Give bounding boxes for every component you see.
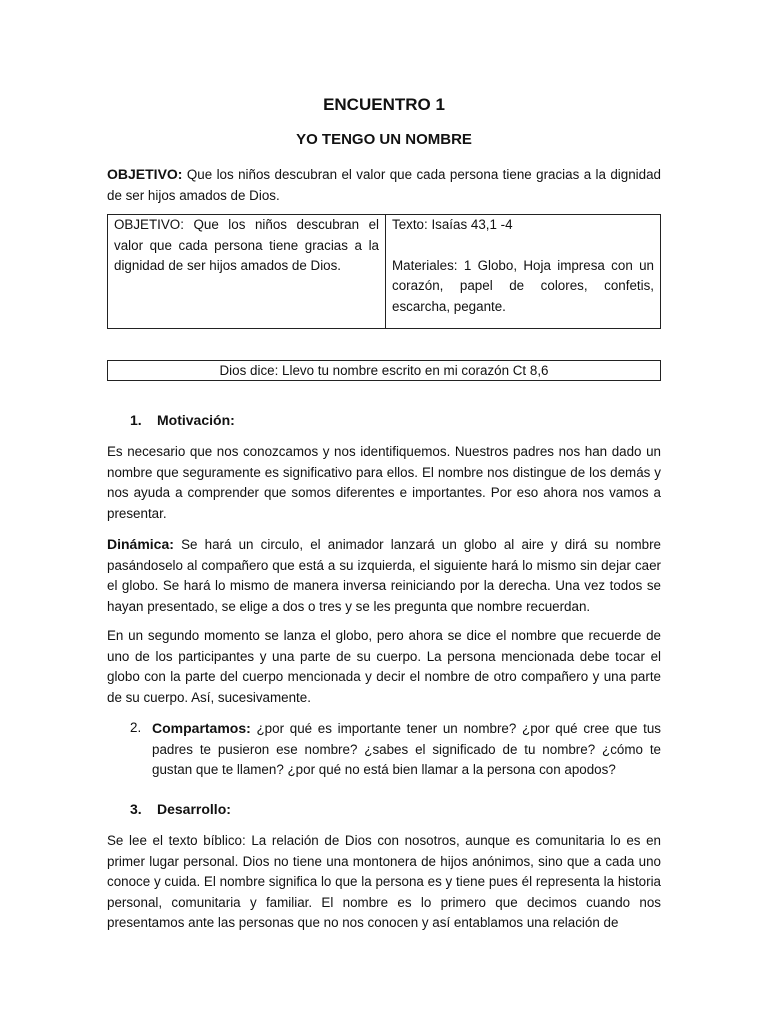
- section-number: 3.: [130, 801, 142, 817]
- dinamica-label: Dinámica:: [107, 536, 174, 552]
- objective-paragraph: [107, 164, 661, 206]
- quote-box: Dios dice: Llevo tu nombre escrito en mi corazón Ct 8,6: [107, 360, 661, 381]
- item-number: 2.: [130, 720, 142, 735]
- objective-label: OBJETIVO:: [107, 166, 183, 182]
- section-desarrollo-heading: [107, 799, 231, 820]
- table-texto: Texto: Isaías 43,1 -4: [392, 217, 513, 232]
- compartamos-label: Compartamos:: [152, 720, 251, 736]
- section-motivacion-heading: [107, 410, 235, 431]
- info-table: [107, 214, 661, 329]
- compartamos-text: [152, 718, 661, 781]
- dinamica-paragraph: [107, 534, 661, 617]
- page-subtitle: YO TENGO UN NOMBRE: [296, 131, 472, 148]
- table-objective-cell: OBJETIVO: Que los niños descubran el valor que cada persona tiene gracias a la dignidad de ser hijos amados de Dios.: [108, 215, 386, 329]
- table-materiales: Materiales: 1 Globo, Hoja impresa con un corazón, papel de colores, confetis, escarcha, pegante.: [392, 257, 654, 314]
- compartamos-item: [107, 718, 661, 781]
- motivacion-paragraph: Es necesario que nos conozcamos y nos identifiquemos. Nuestros padres nos han dado un nombre que seguramente es significativo para ellos. El nombre nos distingue de los demás y nos ayuda a comprender que somos diferentes e importantes. Por eso ahora nos vamos a presentar.: [107, 444, 661, 521]
- compartamos-body: ¿por qué es importante tener un nombre? ¿por qué cree que tus padres te pusieron ese nombre? ¿sabes el significado de tu nombre? ¿cómo te gustan que te llamen? ¿por qué no está bien llamar a la persona con apodos?: [152, 721, 661, 777]
- desarrollo-paragraph: Se lee el texto bíblico: La relación de Dios con nosotros, aunque es comunitaria lo es en primer lugar personal. Dios no tiene una montonera de hijos anónimos, sino que a cada uno conoce y cuida. El nombre significa lo que la persona es y tiene pues él representa la historia personal, comunitaria y familiar. El nombre es lo primero que decimos cuando nos presentamos ante las personas que no nos conocen y así entablamos una relación de: [107, 833, 661, 930]
- dinamica-text: Se hará un circulo, el animador lanzará un globo al aire y dirá su nombre pasándoselo al compañero que está a su izquierda, el siguiente hará lo mismo sin dejar caer el globo. Se hará lo mismo de manera inversa reiniciando por la derecha. Una vez todos se hayan presentado, se elige a dos o tres y se les pregunta que nombre recuerdan.: [107, 537, 661, 614]
- segundo-momento-paragraph: En un segundo momento se lanza el globo, pero ahora se dice el nombre que recuerde de uno de los participantes y una parte de su cuerpo. La persona mencionada debe tocar el globo con la parte del cuerpo mencionada y decir el nombre de otro compañero y una parte de su cuerpo. Así, sucesivamente.: [107, 628, 661, 705]
- objective-text: Que los niños descubran el valor que cada persona tiene gracias a la dignidad de ser hijos amados de Dios.: [107, 167, 661, 203]
- section-number: 1.: [130, 412, 142, 428]
- page-title: ENCUENTRO 1: [323, 95, 445, 114]
- section-heading-text: Desarrollo:: [157, 801, 231, 817]
- section-heading-text: Motivación:: [157, 412, 235, 428]
- table-right-cell: [386, 215, 661, 329]
